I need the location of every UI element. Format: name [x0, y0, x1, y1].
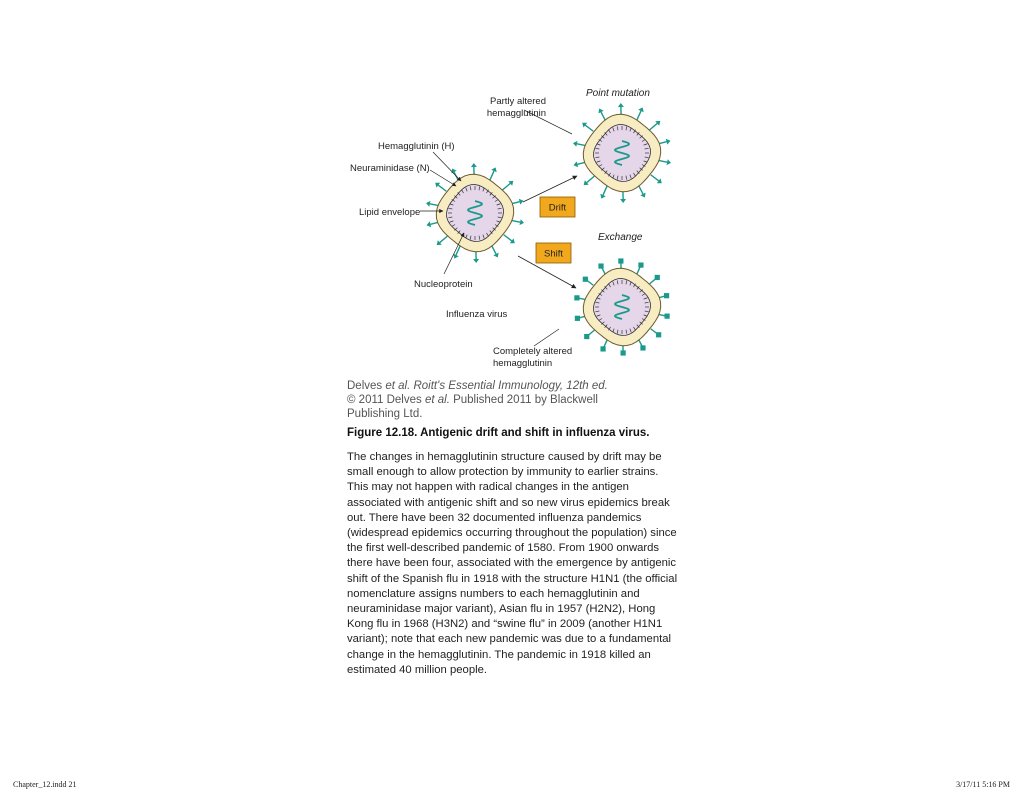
spike [651, 175, 659, 181]
spike [456, 246, 460, 255]
exchange-label: Exchange [598, 232, 643, 243]
spike [603, 186, 607, 195]
spike-head [618, 103, 624, 107]
credit-line-3: Publishing Ltd. [347, 408, 423, 420]
partly-altered-label-line2: hemagglutinin [486, 108, 546, 119]
figure-credit [347, 379, 677, 421]
nucleoprotein-label: Nucleoprotein [414, 279, 473, 290]
spike-head [573, 141, 578, 147]
drifted-virus [573, 103, 671, 203]
spike-head [473, 259, 479, 263]
drift-label: Drift [548, 202, 567, 214]
completely-altered-label-line1: Completely altered [493, 346, 573, 357]
spike-head [574, 295, 579, 300]
spike [650, 123, 658, 129]
spike-head [656, 332, 661, 337]
spike [503, 183, 511, 189]
shifted-virus [574, 258, 669, 355]
spike-head [638, 262, 643, 267]
hemagglutinin-label: Hemagglutinin (H) [378, 141, 455, 152]
completely-altered-label-line2: hemagglutinin [493, 358, 553, 369]
credit-line-1: Delves et al. Roitt's Essential Immunology, 12th ed. [347, 380, 608, 392]
neuraminidase-label: Neuraminidase (N) [350, 163, 430, 174]
footer-timestamp: 3/17/11 5:16 PM [956, 780, 1010, 789]
spike-head [655, 275, 660, 280]
shift-label: Shift [543, 248, 564, 260]
spike [490, 171, 494, 180]
spike-head [598, 263, 603, 268]
spike-head [520, 219, 525, 225]
spike-head [667, 159, 672, 165]
figure-caption: Figure 12.18. Antigenic drift and shift in influenza virus. [347, 427, 650, 439]
influenza-virus-label: Influenza virus [446, 309, 508, 320]
spike-head [584, 334, 589, 339]
spike-head [640, 345, 645, 350]
spike-head [471, 163, 477, 167]
influenza-drift-shift-figure [340, 80, 690, 370]
spike [438, 185, 446, 191]
spike [504, 235, 512, 241]
spike [585, 125, 593, 131]
figure-description: The changes in hemagglutinin structure caused by drift may be small enough to allow protection by immunity to earlier strains. This may not happen with radical changes in the antigen associated with antigenic shift and so new virus epidemics break out. There have been 32 documented influenza pandemics (widespread epidemics occurring throughout the population) since the first well-described pandemic of 1580. From 1900 onwards there have been four, associated with the emergence by antigenic shift of the Spanish flu in 1918 with the structure H1N1 (the official nomenclature assigns numbers to each hemagglutinin and neuraminidase major variant), Asian flu in 1957 (H2N2), Hong Kong flu in 1968 (H3N2) and “swine flu” in 2009 (another H1N1 variant); note that each new pandemic was due to a fundamental change in the hemagglutinin. The pandemic in 1918 killed an estimated 40 million people. [347, 451, 678, 676]
lipid-envelope-label: Lipid envelope [359, 207, 421, 218]
spike-head [618, 258, 623, 263]
spike [637, 111, 641, 120]
partly-altered-label-line1: Partly altered [490, 96, 546, 107]
spike-head [600, 346, 605, 351]
spike-head [620, 199, 626, 203]
original-virus [426, 163, 524, 263]
completely-altered-leader [534, 329, 559, 346]
hemagglutinin-leader [433, 152, 461, 181]
spike-head [426, 201, 431, 207]
spike-head [575, 316, 580, 321]
spike-head [621, 350, 626, 355]
point-mutation-label: Point mutation [586, 88, 650, 99]
spike-head [664, 293, 669, 298]
credit-line-2: © 2011 Delves et al. Published 2011 by Blackwell [347, 394, 598, 406]
footer-file-name: Chapter_12.indd 21 [13, 780, 77, 789]
spike-head [583, 277, 588, 282]
spike [440, 236, 448, 242]
spike-head [664, 314, 669, 319]
spike [587, 176, 595, 182]
